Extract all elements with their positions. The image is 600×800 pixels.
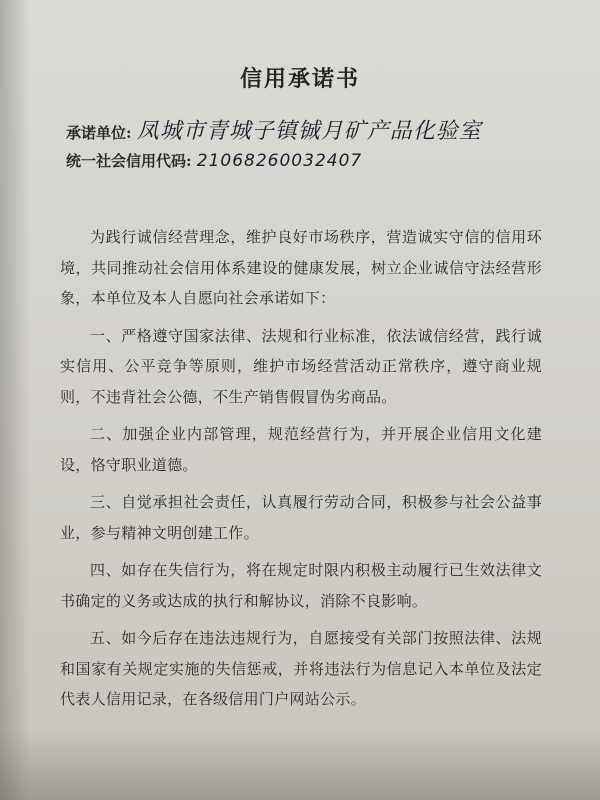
paragraph-intro: 为践行诚信经营理念，维护良好市场秩序，营造诚实守信的信用环境，共同推动社会信用体系建设的健康发展，树立企业诚信守法经营形象，本单位及本人自愿向社会承诺如下：	[60, 228, 542, 307]
paragraph-clause-3: 三、自觉承担社会责任，认真履行劳动合同，积极参与社会公益事业，参与精神文明创建工作。	[60, 493, 542, 542]
paragraph-clause-4: 四、如存在失信行为，将在规定时限内积极主动履行已生效法律文书确定的义务或达成的执行和解协议，消除不良影响。	[60, 561, 542, 610]
page-shadow-left	[0, 0, 30, 800]
document-title: 信用承诺书	[239, 66, 360, 92]
paragraph-clause-1: 一、严格遵守国家法律、法规和行业标准，依法诚信经营，践行诚实信用、公平竞争等原则，维护市场经营活动正常秩序，遵守商业规则，不违背社会公德，不生产销售假冒伪劣商品。	[60, 326, 542, 406]
credit-code-label: 统一社会信用代码:	[66, 152, 192, 170]
credit-code-field	[66, 150, 362, 171]
credit-code-handwritten: 21068260032407	[196, 151, 363, 171]
paragraph-clause-5: 五、如今后存在违法违规行为，自愿接受有关部门按照法律、法规和国家有关规定实施的失信惩戒，并将违法行为信息记入本单位及法定代表人信用记录，在各级信用门户网站公示。	[60, 629, 542, 708]
commitment-unit-label: 承诺单位:	[66, 124, 132, 142]
commitment-unit-field	[66, 114, 482, 145]
commitment-unit-handwritten: 凤城市青城子镇铖月矿产品化验室	[136, 119, 482, 144]
page-shadow-bottom	[0, 730, 600, 800]
paragraph-clause-2: 二、加强企业内部管理，规范经营行为，并开展企业信用文化建设，恪守职业道德。	[60, 425, 542, 474]
document-body	[60, 222, 542, 722]
